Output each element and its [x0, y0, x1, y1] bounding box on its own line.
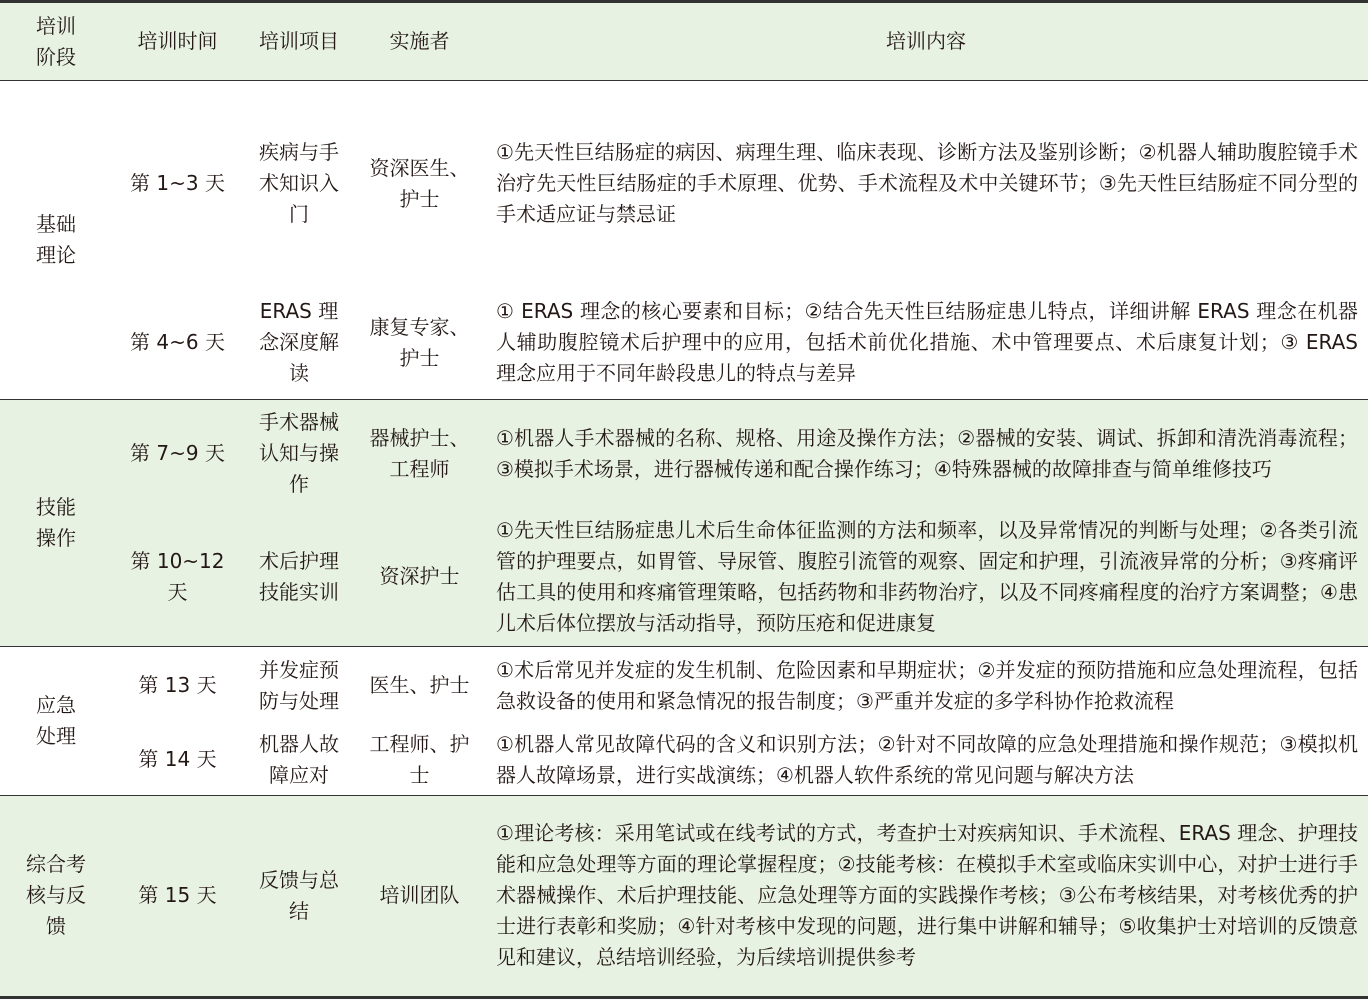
header-row — [0, 2, 1368, 81]
time-cell: 第 15 天 — [112, 795, 243, 997]
item-cell: 手术器械认知与操作 — [243, 399, 355, 508]
executor-cell: 医生、护士 — [355, 646, 484, 725]
table-row — [0, 287, 1368, 400]
header-stage: 培训阶段 — [0, 2, 112, 81]
executor-cell: 培训团队 — [355, 795, 484, 997]
stage-cell: 技能操作 — [0, 399, 112, 646]
time-cell: 第 10~12 天 — [112, 508, 243, 647]
item-cell: 疾病与手术知识入门 — [243, 81, 355, 287]
executor-cell: 资深护士 — [355, 508, 484, 647]
executor-cell: 器械护士、工程师 — [355, 399, 484, 508]
stage-cell: 基础理论 — [0, 81, 112, 400]
time-cell: 第 4~6 天 — [112, 287, 243, 400]
table-row — [0, 646, 1368, 725]
table-row — [0, 795, 1368, 997]
item-cell: ERAS 理念深度解读 — [243, 287, 355, 400]
time-cell: 第 1~3 天 — [112, 81, 243, 287]
item-cell: 并发症预防与处理 — [243, 646, 355, 725]
header-executor: 实施者 — [355, 2, 484, 81]
stage-cell: 应急处理 — [0, 646, 112, 795]
executor-cell: 资深医生、护士 — [355, 81, 484, 287]
content-cell: ①术后常见并发症的发生机制、危险因素和早期症状；②并发症的预防措施和应急处理流程，包括急救设备的使用和紧急情况的报告制度；③严重并发症的多学科协作抢救流程 — [484, 646, 1368, 725]
content-cell: ①先天性巨结肠症患儿术后生命体征监测的方法和频率，以及异常情况的判断与处理；②各类引流管的护理要点，如胃管、导尿管、腹腔引流管的观察、固定和护理，引流液异常的分析；③疼痛评估工具的使用和疼痛管理策略，包括药物和非药物治疗，以及不同疼痛程度的治疗方案调整；④患儿术后体位摆放与活动指导，预防压疮和促进康复 — [484, 508, 1368, 647]
executor-cell: 工程师、护士 — [355, 725, 484, 796]
content-cell: ①机器人手术器械的名称、规格、用途及操作方法；②器械的安装、调试、拆卸和清洗消毒流程；③模拟手术场景，进行器械传递和配合操作练习；④特殊器械的故障排查与简单维修技巧 — [484, 399, 1368, 508]
table-row — [0, 725, 1368, 796]
item-cell: 反馈与总结 — [243, 795, 355, 997]
time-cell: 第 13 天 — [112, 646, 243, 725]
time-cell: 第 7~9 天 — [112, 399, 243, 508]
content-cell: ①先天性巨结肠症的病因、病理生理、临床表现、诊断方法及鉴别诊断；②机器人辅助腹腔镜手术治疗先天性巨结肠症的手术原理、优势、手术流程及术中关键环节；③先天性巨结肠症不同分型的手术适应证与禁忌证 — [484, 81, 1368, 287]
stage-cell: 综合考核与反馈 — [0, 795, 112, 997]
content-cell: ①机器人常见故障代码的含义和识别方法；②针对不同故障的应急处理措施和操作规范；③模拟机器人故障场景，进行实战演练；④机器人软件系统的常见问题与解决方法 — [484, 725, 1368, 796]
header-item: 培训项目 — [243, 2, 355, 81]
header-time: 培训时间 — [112, 2, 243, 81]
item-cell: 机器人故障应对 — [243, 725, 355, 796]
content-cell: ① ERAS 理念的核心要素和目标；②结合先天性巨结肠症患儿特点，详细讲解 ERAS 理念在机器人辅助腹腔镜术后护理中的应用，包括术前优化措施、术中管理要点、术后康复计划；③ ERAS 理念应用于不同年龄段患儿的特点与差异 — [484, 287, 1368, 400]
item-cell: 术后护理技能实训 — [243, 508, 355, 647]
table-row — [0, 508, 1368, 647]
executor-cell: 康复专家、护士 — [355, 287, 484, 400]
table-row — [0, 81, 1368, 287]
header-content: 培训内容 — [484, 2, 1368, 81]
content-cell: ①理论考核：采用笔试或在线考试的方式，考查护士对疾病知识、手术流程、ERAS 理念、护理技能和应急处理等方面的理论掌握程度；②技能考核：在模拟手术室或临床实训中心，对护士进行手术器械操作、术后护理技能、应急处理等方面的实践操作考核；③公布考核结果，对考核优秀的护士进行表彰和奖励；④针对考核中发现的问题，进行集中讲解和辅导；⑤收集护士对培训的反馈意见和建议，总结培训经验，为后续培训提供参考 — [484, 795, 1368, 997]
time-cell: 第 14 天 — [112, 725, 243, 796]
table-row — [0, 399, 1368, 508]
